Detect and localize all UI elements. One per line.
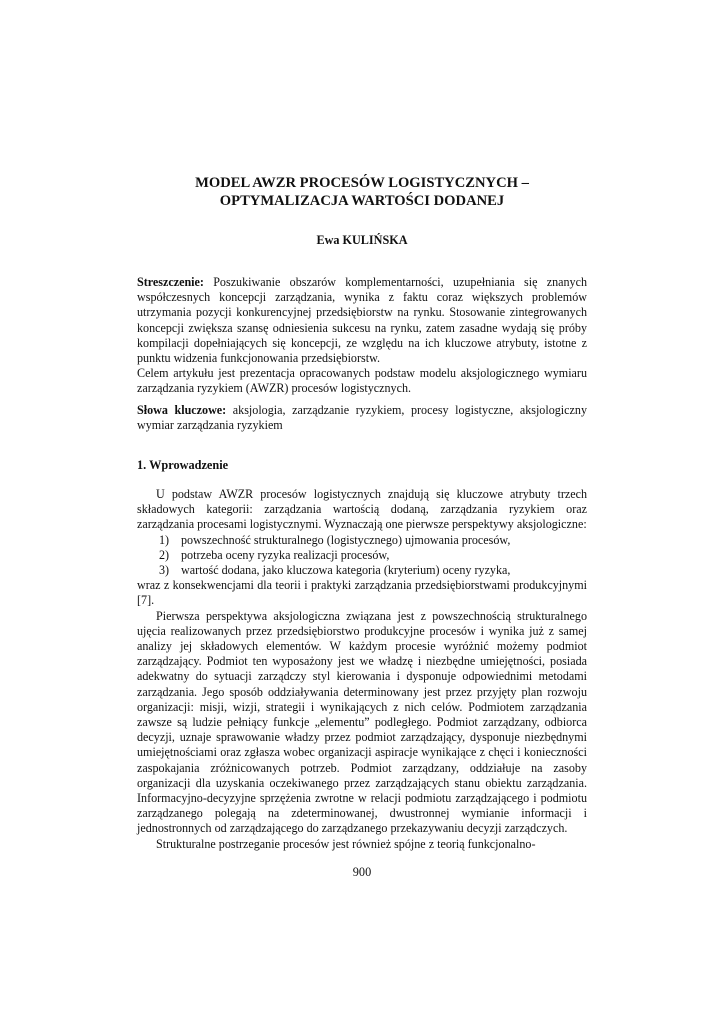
keywords-section xyxy=(137,403,587,433)
list-item xyxy=(137,563,587,578)
body-paragraph-2: Pierwsza perspektywa aksjologiczna związana jest z powszechnością strukturalnego ujęcia realizowanych przez przedsiębiorstwo produkcyjne procesów i wynika już z samej analizy jej składowych elementów. W każdym procesie wyróżnić możemy podmiot zarządzający. Podmiot ten wyposażony jest we władzę i niezbędne umiejętności, posiada adekwatny do sytuacji zarządczy styl kierowania i dysponuje odpowiednimi metodami zarządzania. Jego sposób oddziaływania determinowany jest przez przyjęty plan rozwoju organizacji: misji, wizji, strategii i wynikających z nich celów. Podmiotem zarządzania zawsze są ludzie pełniący funkcje „elementu” podległego. Podmiot zarządzany, odbiorca decyzji, uznaje sprawowanie władzy przez podmiot zarządzający, dysponuje niezbędnymi umiejętnościami oraz zgłasza wobec organizacji aspiracje wynikające z chęci i konieczności zaspokajania zróżnicowanych potrzeb. Podmiot zarządzany, oddziałuje na zasoby organizacji dla uzyskania oczekiwanego przez zarządzających stanu obiektu zarządzania. Informacyjno-decyzyjne sprzężenia zwrotne w relacji podmiotu zarządzającego i podmiotu zarządzanego polegają na zdeterminowanej, dwustronnej wymianie informacji i jednostronnych od zarządzającego do zarządzanego przekazywaniu decyzji zarządczych. xyxy=(137,608,587,836)
list-item-text: wartość dodana, jako kluczowa kategoria (kryterium) oceny ryzyka, xyxy=(181,563,511,578)
body-text xyxy=(137,487,587,852)
title-line-1: MODEL AWZR PROCESÓW LOGISTYCZNYCH – xyxy=(195,175,529,191)
abstract-label: Streszczenie: xyxy=(137,275,204,289)
body-paragraph-1-continued: wraz z konsekwencjami dla teorii i praktyki zarządzania przedsiębiorstwami produkcyjnymi [7]. xyxy=(137,578,587,608)
keywords-label: Słowa kluczowe: xyxy=(137,403,227,417)
title-line-2: OPTYMALIZACJA WARTOŚCI DODANEJ xyxy=(219,193,505,209)
list-item-number: 3) xyxy=(159,563,170,578)
abstract-section xyxy=(137,275,587,397)
list-item-number: 2) xyxy=(159,547,170,562)
body-paragraph-1: U podstaw AWZR procesów logistycznych znajdują się kluczowe atrybuty trzech składowych kategorii: zarządzania wartością dodaną, zarządzania ryzykiem oraz zarządzania procesami logistycznymi. Wyznaczają one pierwsze perspektywy aksjologiczne: xyxy=(137,487,587,532)
list-item xyxy=(137,533,587,548)
page-number: 900 xyxy=(352,865,372,879)
list-item-number: 1) xyxy=(159,532,170,547)
section-heading: 1. Wprowadzenie xyxy=(137,458,229,472)
keywords-paragraph xyxy=(137,403,587,433)
abstract-paragraph xyxy=(137,275,587,366)
list-item-text: potrzeba oceny ryzyka realizacji procesów, xyxy=(181,547,390,562)
keywords-text: aksjologia, zarządzanie ryzykiem, procesy logistyczne, aksjologiczny wymiar zarządzania ryzykiem xyxy=(137,403,587,433)
paper-title xyxy=(137,174,587,210)
abstract-aim: Celem artykułu jest prezentacja opracowanych podstaw modelu aksjologicznego wymiaru zarządzania ryzykiem (AWZR) procesów logistycznych. xyxy=(137,366,587,396)
list-item-text: powszechność strukturalnego (logistycznego) ujmowania procesów, xyxy=(181,532,511,547)
perspectives-list xyxy=(137,533,587,579)
author-name: Ewa KULIŃSKA xyxy=(316,233,408,247)
body-paragraph-3: Strukturalne postrzeganie procesów jest również spójne z teorią funkcjonalno- xyxy=(156,836,536,851)
abstract-text: Poszukiwanie obszarów komplementarności, uzupełniania się znanych współczesnych koncepcji zarządzania, wynika z faktu coraz większych problemów utrzymania pozycji konkurencyjnej przedsiębiorstw na rynku. Stosowanie zintegrowanych koncepcji zwiększa szansę odniesienia sukcesu na rynku, zatem zasadne wydają się próby kompilacji dopełniających się koncepcji, ze względu na ich kluczowe atrybuty, istotne z punktu widzenia funkcjonowania przedsiębiorstw. xyxy=(137,275,587,366)
list-item xyxy=(137,548,587,563)
